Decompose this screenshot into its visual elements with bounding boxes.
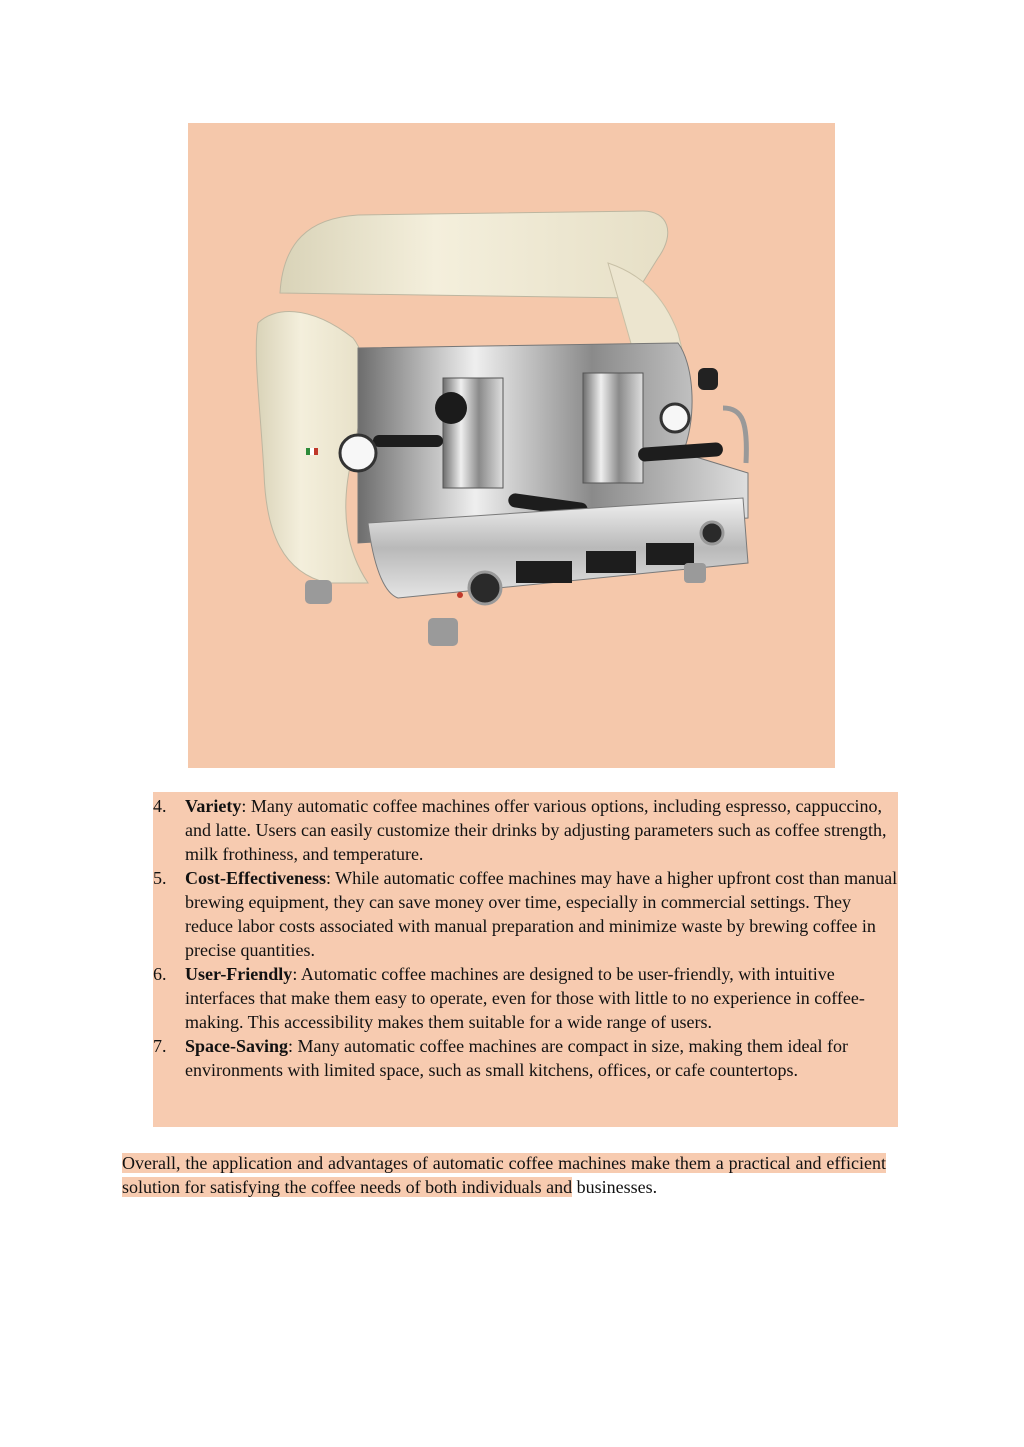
list-term: Variety — [185, 796, 242, 816]
summary-rest: businesses. — [572, 1177, 658, 1197]
list-text: : Automatic coffee machines are designed to be user-friendly, with intuitive interfaces that make them easy to operate, even for those with little to no experience in coffee-making. This accessibility makes them suitable for a wide range of users. — [185, 964, 865, 1032]
summary-paragraph — [122, 1151, 886, 1199]
summary-highlighted: Overall, the application and advantages of automatic coffee machines make them a practical and efficient solution for satisfying the coffee needs of both individuals and — [122, 1153, 886, 1197]
list-number: 5. — [153, 868, 167, 888]
list-number: 6. — [153, 964, 167, 984]
espresso-machine-photo — [188, 123, 835, 768]
list-term: User-Friendly — [185, 964, 293, 984]
list-number: 7. — [153, 1036, 167, 1056]
list-term: Cost-Effectiveness — [185, 868, 326, 888]
list-text: : Many automatic coffee machines offer various options, including espresso, cappuccino, and latte. Users can easily customize their drinks by adjusting parameters such as coffee strength, milk frothiness, and temperature. — [185, 796, 887, 864]
features-list — [153, 794, 898, 1082]
list-item — [153, 962, 898, 1034]
list-number: 4. — [153, 796, 167, 816]
list-term: Space-Saving — [185, 1036, 289, 1056]
list-item — [153, 794, 898, 866]
list-text: : Many automatic coffee machines are compact in size, making them ideal for environments with limited space, such as small kitchens, offices, or cafe countertops. — [185, 1036, 848, 1080]
list-item — [153, 1034, 898, 1082]
list-item — [153, 866, 898, 962]
list-text: : While automatic coffee machines may have a higher upfront cost than manual brewing equipment, they can save money over time, especially in commercial settings. They reduce labor costs associated with manual preparation and minimize waste by brewing coffee in precise quantities. — [185, 868, 898, 960]
